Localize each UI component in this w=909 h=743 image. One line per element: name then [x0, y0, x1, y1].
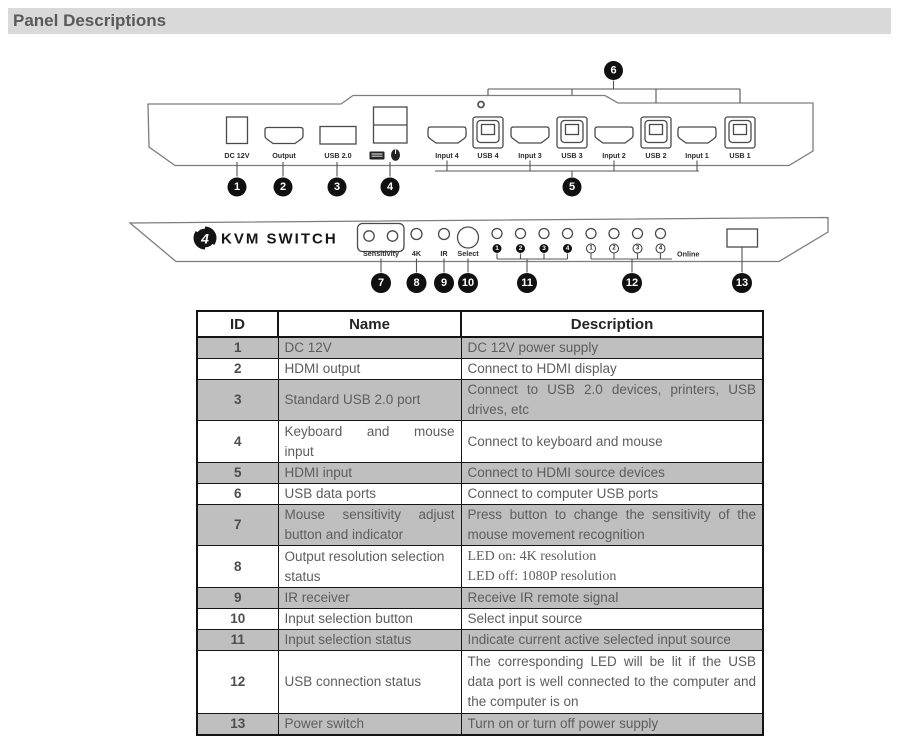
cell-id: 1: [197, 337, 278, 359]
rear-panel: [148, 61, 813, 197]
header-description: Description: [461, 311, 763, 337]
callout-13: [732, 273, 752, 293]
cell-name: Standard USB 2.0 port: [278, 380, 461, 421]
cell-desc: Press button to change the sensitivity of the mouse movement recognition: [461, 505, 763, 546]
table-row: [197, 546, 763, 588]
table-row: [197, 714, 763, 736]
input4-label: Input 4: [435, 151, 459, 160]
callout-12: [622, 273, 642, 293]
svg-text:4: 4: [386, 181, 394, 193]
dc-label: DC 12V: [224, 151, 250, 160]
cell-name: USB data ports: [278, 484, 461, 505]
cell-desc: Turn on or turn off power supply: [461, 714, 763, 736]
led-number-4-filled: [563, 244, 572, 253]
callout-4: [381, 178, 400, 197]
callout-bracket-6: [488, 81, 740, 104]
hdmi-input1-port: [678, 127, 716, 143]
cell-desc: LED on: 4K resolution LED off: 1080P resolution: [461, 546, 763, 588]
table-row: [197, 484, 763, 505]
4k-label: 4K: [411, 249, 422, 258]
svg-text:6: 6: [610, 64, 617, 77]
svg-text:11: 11: [521, 277, 533, 289]
cell-name: Mouse sensitivity adjust button and indicator: [278, 505, 461, 546]
led-number-4-outline: [656, 244, 665, 253]
led-number-2-filled: [516, 244, 525, 253]
svg-text:7: 7: [377, 277, 385, 289]
cell-desc: DC 12V power supply: [461, 337, 763, 359]
cell-name: Output resolution selection status: [278, 546, 461, 588]
cell-id: 7: [197, 505, 278, 546]
kvm-logo-icon: [194, 227, 217, 250]
cell-desc: Connect to USB 2.0 devices, printers, USB drives, etc: [461, 380, 763, 421]
svg-text:4: 4: [201, 230, 209, 247]
cell-id: 11: [197, 630, 278, 651]
svg-text:3: 3: [333, 181, 341, 193]
cell-name: Input selection button: [278, 609, 461, 630]
callout-1: [228, 178, 247, 197]
cell-desc: Connect to keyboard and mouse: [461, 421, 763, 463]
table-row: [197, 421, 763, 463]
svg-text:4: 4: [565, 245, 570, 252]
cell-name: Keyboard and mouse input: [278, 421, 461, 463]
callout-8: [407, 273, 427, 293]
cell-id: 13: [197, 714, 278, 736]
usb3-port: [557, 117, 587, 148]
cell-desc: Connect to HDMI display: [461, 359, 763, 380]
cell-id: 2: [197, 359, 278, 380]
header-id: ID: [197, 311, 278, 337]
table-row: [197, 609, 763, 630]
svg-text:1: 1: [495, 245, 499, 252]
svg-text:10: 10: [461, 277, 475, 289]
callout-6: [604, 61, 623, 80]
sensitivity-buttons: [358, 224, 405, 252]
usb-online-leds: [586, 229, 666, 254]
usb4-label: USB 4: [477, 151, 499, 160]
mouse-icon: [391, 149, 400, 161]
usb2-label: USB 2: [645, 151, 667, 160]
callout-11: [517, 273, 537, 293]
svg-text:3: 3: [542, 245, 546, 252]
svg-text:2: 2: [518, 245, 523, 252]
cell-id: 12: [197, 651, 278, 714]
input3-label: Input 3: [518, 151, 542, 160]
svg-text:12: 12: [625, 277, 639, 289]
cell-id: 10: [197, 609, 278, 630]
input2-label: Input 2: [602, 151, 626, 160]
usb20-label: USB 2.0: [324, 151, 352, 160]
svg-text:3: 3: [635, 245, 640, 252]
input1-label: Input 1: [685, 151, 709, 160]
cell-desc: Receive IR remote signal: [461, 588, 763, 609]
cell-id: 6: [197, 484, 278, 505]
output-label: Output: [272, 151, 296, 160]
callout-bracket-11: [497, 254, 568, 273]
led-number-3-filled: [540, 244, 549, 253]
cell-name: Input selection status: [278, 630, 461, 651]
power-switch: [727, 229, 758, 247]
page-title: Panel Descriptions: [8, 8, 891, 34]
cell-desc: Connect to HDMI source devices: [461, 463, 763, 484]
sensitivity-label: Sensitivity: [363, 249, 399, 258]
led-number-1-outline: [587, 244, 596, 253]
cell-desc: Select input source: [461, 609, 763, 630]
led-number-1-filled: [493, 244, 502, 253]
cell-name: HDMI input: [278, 463, 461, 484]
cell-name: HDMI output: [278, 359, 461, 380]
select-label: Select: [457, 249, 479, 258]
hdmi-input4-port: [428, 127, 466, 143]
svg-text:1: 1: [589, 245, 593, 252]
callout-bracket-12: [591, 254, 672, 273]
table-header-row: [197, 311, 763, 337]
cell-name: DC 12V: [278, 337, 461, 359]
table-row: [197, 630, 763, 651]
svg-text:8: 8: [413, 277, 420, 289]
cell-id: 9: [197, 588, 278, 609]
svg-text:1: 1: [233, 181, 241, 193]
keyboard-icon: [370, 152, 385, 160]
input-selection-leds: [492, 229, 573, 254]
table-row: [197, 380, 763, 421]
callout-5: [563, 178, 582, 197]
svg-text:2: 2: [612, 245, 616, 252]
table-row: [197, 588, 763, 609]
svg-text:13: 13: [735, 277, 749, 289]
callout-2: [274, 178, 293, 197]
usb1-label: USB 1: [729, 151, 751, 160]
callout-bracket-5: [435, 161, 699, 178]
screw-hole-icon: [478, 102, 484, 108]
online-label: Online: [677, 249, 700, 259]
cell-name: USB connection status: [278, 651, 461, 714]
cell-desc: Connect to computer USB ports: [461, 484, 763, 505]
cell-id: 4: [197, 421, 278, 463]
cell-desc: The corresponding LED will be lit if the USB data port is well connected to the computer and the computer is on: [461, 651, 763, 714]
cell-id: 8: [197, 546, 278, 588]
svg-text:9: 9: [440, 277, 448, 289]
cell-name: Power switch: [278, 714, 461, 736]
panel-description-table: [196, 310, 764, 736]
header-name: Name: [278, 311, 461, 337]
keyboard-mouse-port: [374, 107, 408, 143]
svg-text:5: 5: [568, 181, 576, 193]
led-number-2-outline: [610, 244, 619, 253]
cell-desc: Indicate current active selected input source: [461, 630, 763, 651]
callout-7: [371, 273, 391, 293]
ir-label: IR: [440, 249, 448, 258]
table-row: [197, 337, 763, 359]
usb2-port: [641, 117, 671, 148]
svg-text:4: 4: [658, 245, 663, 252]
callout-10: [458, 273, 478, 293]
cell-name: IR receiver: [278, 588, 461, 609]
cell-id: 3: [197, 380, 278, 421]
table-row: [197, 651, 763, 714]
cell-id: 5: [197, 463, 278, 484]
usb4-port: [473, 117, 503, 148]
table-row: [197, 505, 763, 546]
kvm-switch-panel-diagram: [0, 55, 909, 305]
svg-text:2: 2: [279, 181, 287, 193]
table-row: [197, 463, 763, 484]
ir-receiver-window: [439, 229, 450, 240]
front-panel: [130, 218, 828, 294]
hdmi-input3-port: [511, 127, 549, 143]
led-number-3-outline: [633, 244, 642, 253]
dc-power-port: [227, 117, 248, 144]
usb1-port: [725, 117, 755, 148]
table-row: [197, 359, 763, 380]
hdmi-input2-port: [595, 127, 633, 143]
brand-text: KVM SWITCH: [221, 230, 338, 248]
callout-9: [434, 273, 454, 293]
usb3-label: USB 3: [561, 151, 583, 160]
usb20-port: [320, 127, 356, 145]
4k-led: [411, 229, 422, 240]
callout-3: [328, 178, 347, 197]
select-button: [458, 227, 479, 248]
hdmi-output-port: [265, 128, 303, 144]
